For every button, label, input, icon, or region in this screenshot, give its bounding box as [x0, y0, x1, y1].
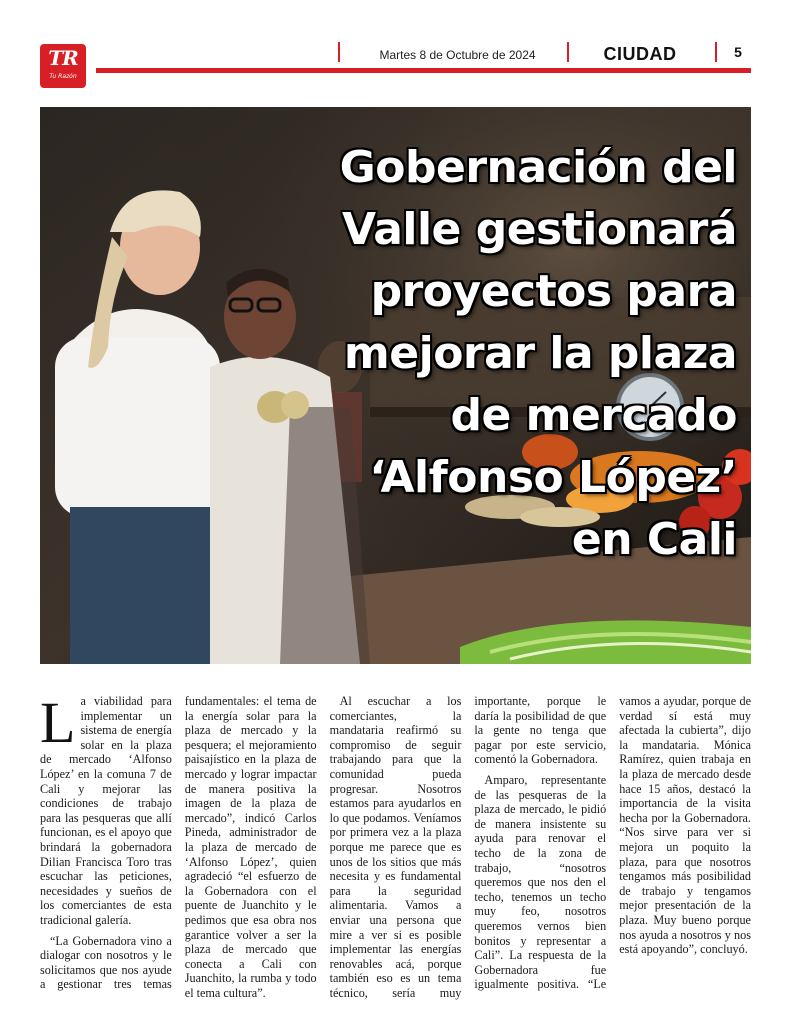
issue-date: Martes 8 de Octubre de 2024	[379, 48, 536, 62]
headline-line: Valle gestionará	[342, 204, 737, 255]
article-paragraph: La viabilidad para implementar un sistema de energía solar en la plaza de mercado ‘Alfonso López’ en la comuna 7 de Cali y mejorar las condiciones de trabajo para las pesqueras que allí funcionan, es el apoyo que brindará la gobernadora Dilian Francisca Toro tras escuchar las peticiones, necesidades y sueños de los comerciantes de esta tradicional galería.	[40, 690, 172, 927]
page-number: 5	[734, 44, 742, 60]
lead-photo	[40, 107, 751, 664]
headline-line: mejorar la plaza	[343, 328, 737, 379]
header-divider	[338, 42, 340, 62]
headline-line: proyectos para	[370, 266, 737, 317]
headline-line: ‘Alfonso López’	[369, 452, 737, 503]
newspaper-logo	[40, 44, 86, 88]
header-divider	[567, 42, 569, 62]
headline	[267, 137, 737, 571]
headline-line: de mercado	[450, 390, 737, 441]
article-paragraph: Amparo, representante de las pesqueras de la plaza de mercado, le pidió de manera insistente su ayuda para renovar el techo de la zona de trabajo, “nosotros queremos que nos den el techo, tenemos un techo muy feo, nosotros queremos vernos bien bonitos y representar a Cali”. La respuesta de la Gobernadora fue igualmente positiva. “Le vamos a ayudar, porque de verdad sí está muy afectada la cubierta”, dijo la mandataria. Mónica Ramírez, quien trabaja en la plaza de mercado desde hace 15 años, destacó la importancia de la visita hecha por la Gobernadora. “Nos sirve para ver si mejora un poquito la plaza, para que nosotros tengamos más posibilidad de trabajo y tengamos mejor presentación de la plaza. Muy bueno porque nos ayuda a nosotros y nos está apoyando”, concluyó.	[474, 694, 751, 992]
logo-mark: TR	[48, 46, 78, 70]
header-divider	[715, 42, 717, 62]
section-name: CIUDAD	[603, 44, 677, 64]
article-paragraph: “La Gobernadora vino a dialogar con nosotros y le solicitamos que nos ayude a gestionar tres temas fundamentales: el tema de la energía solar para la plaza de mercado y la pesquera; el mejoramiento paisajístico en la plaza de mercado y lograr impactar de manera positiva la imagen de la plaza de mercado”, indicó Carlos Pineda, administrador de la plaza de mercado de ‘Alfonso López’, quien agradeció “el esfuerzo de la Gobernadora con el puente de Juanchito y le pedimos que esa obra nos garantice volver a ser la plaza de mercado que conecta a Cali con Juanchito, la rumba y todo el tema cultura”.	[40, 694, 317, 1000]
headline-line: en Cali	[571, 514, 737, 565]
drop-cap: L	[40, 690, 76, 755]
article-paragraph: Al escuchar a los comerciantes, la mandataria reafirmó su compromiso de seguir trabajando para que la comunidad pueda progresar. Nosotros estamos para ayudarlos en lo que podamos. Veníamos por primera vez a la plaza porque me parece que es unos de los sitios que más necesita y es fundamental para la seguridad alimentaria. Vamos a enviar una persona que mire a ver si es posible implementar las energías renovables acá, porque también eso es un tema técnico, sería muy importante, porque le daría la posibilidad de que la gente no tenga que pagar por este servicio, comentó la Gobernadora.	[329, 694, 607, 1000]
article-body	[40, 690, 751, 1006]
header-rule	[96, 68, 751, 73]
logo-text: Tu Razón	[49, 73, 77, 80]
headline-line: Gobernación del	[339, 142, 737, 193]
